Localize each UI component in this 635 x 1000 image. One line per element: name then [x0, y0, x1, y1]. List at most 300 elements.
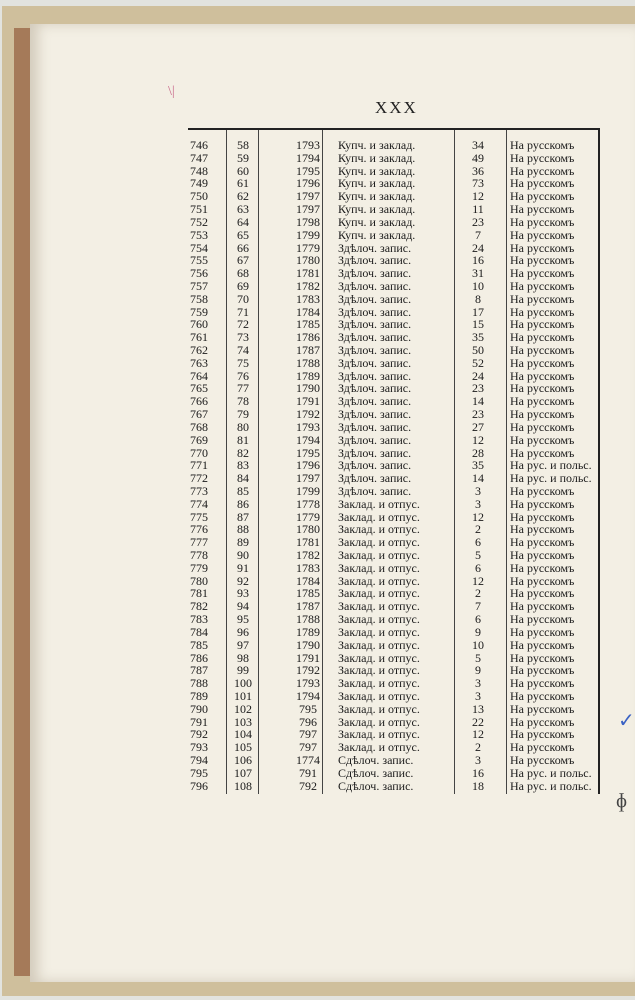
document-type-cell: Заклад. и отпус. — [338, 688, 420, 703]
sheet-count-cell: 3 — [475, 676, 481, 691]
year-cell: 1784 — [296, 573, 320, 588]
table-row — [188, 293, 598, 306]
sheet-count-cell: 13 — [472, 701, 484, 716]
record-number-cell: 776 — [190, 522, 208, 537]
record-number-cell: 764 — [190, 368, 208, 383]
sheet-count-cell: 3 — [475, 753, 481, 767]
sheet-count-cell: 3 — [475, 688, 481, 703]
item-number-cell: 61 — [237, 176, 249, 191]
year-cell: 1774 — [296, 753, 320, 767]
table-right-rule — [598, 128, 600, 794]
record-number-cell: 787 — [190, 663, 208, 678]
record-number-cell: 777 — [190, 535, 208, 550]
document-type-cell: Заклад. и отпус. — [338, 624, 420, 639]
item-number-cell: 99 — [237, 663, 249, 678]
sheet-count-cell: 2 — [475, 522, 481, 537]
language-cell: На русскомъ — [510, 163, 575, 178]
document-type-cell: Заклад. и отпус. — [338, 727, 420, 742]
record-number-cell: 783 — [190, 612, 208, 627]
sheet-count-cell: 35 — [472, 458, 484, 473]
item-number-cell: 75 — [237, 355, 249, 370]
table-row — [188, 152, 598, 165]
check-mark-icon: ✓ — [618, 710, 635, 732]
item-number-cell: 105 — [234, 740, 252, 755]
language-cell: На русскомъ — [510, 740, 575, 755]
record-number-cell: 751 — [190, 202, 208, 217]
year-cell: 796 — [299, 714, 317, 729]
record-number-cell: 748 — [190, 163, 208, 178]
record-number-cell: 786 — [190, 650, 208, 665]
year-cell: 1783 — [296, 291, 320, 306]
sheet-count-cell: 49 — [472, 150, 484, 165]
record-number-cell: 755 — [190, 253, 208, 268]
document-type-cell: Здѣлоч. запис. — [338, 330, 412, 345]
sheet-count-cell: 6 — [475, 612, 481, 627]
table-row — [188, 485, 598, 498]
item-number-cell: 82 — [237, 445, 249, 460]
language-cell: На русскомъ — [510, 586, 575, 601]
table-row — [188, 421, 598, 434]
document-type-cell: Заклад. и отпус. — [338, 676, 420, 691]
record-number-cell: 780 — [190, 573, 208, 588]
language-cell: На русскомъ — [510, 214, 575, 229]
table-row — [188, 639, 598, 652]
sheet-count-cell: 11 — [472, 202, 484, 217]
record-number-cell: 757 — [190, 278, 208, 293]
sheet-count-cell: 10 — [472, 637, 484, 652]
item-number-cell: 108 — [234, 778, 252, 793]
document-type-cell: Здѣлоч. запис. — [338, 368, 412, 383]
year-cell: 1794 — [296, 432, 320, 447]
sheet-count-cell: 14 — [472, 394, 484, 409]
document-type-cell: Здѣлоч. запис. — [338, 253, 412, 268]
sheet-count-cell: 23 — [472, 407, 484, 422]
language-cell: На русскомъ — [510, 560, 575, 575]
document-type-cell: Здѣлоч. запис. — [338, 278, 412, 293]
year-cell: 1796 — [296, 176, 320, 191]
document-type-cell: Заклад. и отпус. — [338, 509, 420, 524]
language-cell: На русскомъ — [510, 266, 575, 281]
item-number-cell: 85 — [237, 483, 249, 498]
item-number-cell: 63 — [237, 202, 249, 217]
document-type-cell: Купч. и заклад. — [338, 138, 416, 152]
table-top-rule — [188, 128, 600, 130]
year-cell: 1797 — [296, 471, 320, 486]
record-number-cell: 771 — [190, 458, 208, 473]
year-cell: 795 — [299, 701, 317, 716]
item-number-cell: 97 — [237, 637, 249, 652]
item-number-cell: 59 — [237, 150, 249, 165]
year-cell: 1798 — [296, 214, 320, 229]
document-type-cell: Купч. и заклад. — [338, 163, 416, 178]
document-type-cell: Заклад. и отпус. — [338, 612, 420, 627]
document-type-cell: Здѣлоч. запис. — [338, 291, 412, 306]
sheet-count-cell: 7 — [475, 227, 481, 242]
sheet-count-cell: 24 — [472, 240, 484, 255]
table-row — [188, 357, 598, 370]
document-type-cell: Здѣлоч. запис. — [338, 381, 412, 396]
item-number-cell: 67 — [237, 253, 249, 268]
record-number-cell: 761 — [190, 330, 208, 345]
year-cell: 1779 — [296, 509, 320, 524]
language-cell: На русскомъ — [510, 599, 575, 614]
language-cell: На русскомъ — [510, 483, 575, 498]
language-cell: На рус. и польс. — [510, 458, 592, 473]
document-type-cell: Здѣлоч. запис. — [338, 304, 412, 319]
sheet-count-cell: 10 — [472, 278, 484, 293]
table-row — [188, 434, 598, 447]
item-number-cell: 80 — [237, 419, 249, 434]
language-cell: На русскомъ — [510, 432, 575, 447]
item-number-cell: 58 — [237, 138, 249, 152]
language-cell: На русскомъ — [510, 381, 575, 396]
document-type-cell: Купч. и заклад. — [338, 227, 416, 242]
record-number-cell: 750 — [190, 189, 208, 204]
document-type-cell: Здѣлоч. запис. — [338, 266, 412, 281]
language-cell: На русскомъ — [510, 419, 575, 434]
item-number-cell: 71 — [237, 304, 249, 319]
page-number: XXX — [375, 98, 418, 117]
sheet-count-cell: 3 — [475, 496, 481, 511]
language-cell: На рус. и польс. — [510, 471, 592, 486]
year-cell: 1796 — [296, 458, 320, 473]
record-number-cell: 768 — [190, 419, 208, 434]
document-type-cell: Здѣлоч. запис. — [338, 483, 412, 498]
document-type-cell: Здѣлоч. запис. — [338, 445, 412, 460]
record-number-cell: 746 — [190, 138, 208, 152]
year-cell: 1795 — [296, 163, 320, 178]
sheet-count-cell: 2 — [475, 586, 481, 601]
record-number-cell: 760 — [190, 317, 208, 332]
item-number-cell: 96 — [237, 624, 249, 639]
item-number-cell: 64 — [237, 214, 249, 229]
language-cell: На русскомъ — [510, 176, 575, 191]
record-number-cell: 782 — [190, 599, 208, 614]
year-cell: 797 — [299, 740, 317, 755]
record-number-cell: 765 — [190, 381, 208, 396]
table-row — [188, 562, 598, 575]
sheet-count-cell: 9 — [475, 624, 481, 639]
record-number-cell: 752 — [190, 214, 208, 229]
item-number-cell: 65 — [237, 227, 249, 242]
language-cell: На русскомъ — [510, 368, 575, 383]
language-cell: На русскомъ — [510, 407, 575, 422]
sheet-count-cell: 9 — [475, 663, 481, 678]
sheet-count-cell: 6 — [475, 560, 481, 575]
table-body — [188, 139, 598, 792]
sheet-count-cell: 12 — [472, 189, 484, 204]
language-cell: На русскомъ — [510, 701, 575, 716]
record-number-cell: 789 — [190, 688, 208, 703]
year-cell: 1785 — [296, 586, 320, 601]
document-type-cell: Сдѣлоч. запис. — [338, 765, 414, 780]
record-number-cell: 796 — [190, 778, 208, 793]
table-row — [188, 690, 598, 703]
language-cell: На русскомъ — [510, 727, 575, 742]
table-row — [188, 344, 598, 357]
table-row — [188, 408, 598, 421]
document-type-cell: Заклад. и отпус. — [338, 535, 420, 550]
item-number-cell: 69 — [237, 278, 249, 293]
year-cell: 1797 — [296, 189, 320, 204]
year-cell: 1785 — [296, 317, 320, 332]
document-type-cell: Заклад. и отпус. — [338, 599, 420, 614]
year-cell: 1787 — [296, 599, 320, 614]
year-cell: 1791 — [296, 394, 320, 409]
item-number-cell: 92 — [237, 573, 249, 588]
year-cell: 1797 — [296, 202, 320, 217]
item-number-cell: 81 — [237, 432, 249, 447]
sheet-count-cell: 12 — [472, 573, 484, 588]
year-cell: 797 — [299, 727, 317, 742]
table-row — [188, 280, 598, 293]
document-type-cell: Здѣлоч. запис. — [338, 419, 412, 434]
table-row — [188, 216, 598, 229]
record-number-cell: 774 — [190, 496, 208, 511]
year-cell: 1788 — [296, 355, 320, 370]
language-cell: На рус. и польс. — [510, 778, 592, 793]
sheet-count-cell: 31 — [472, 266, 484, 281]
year-cell: 1784 — [296, 304, 320, 319]
record-number-cell: 749 — [190, 176, 208, 191]
item-number-cell: 78 — [237, 394, 249, 409]
table-row — [188, 703, 598, 716]
document-type-cell: Заклад. и отпус. — [338, 522, 420, 537]
sheet-count-cell: 23 — [472, 214, 484, 229]
language-cell: На русскомъ — [510, 138, 575, 152]
document-type-cell: Заклад. и отпус. — [338, 714, 420, 729]
document-type-cell: Заклад. и отпус. — [338, 637, 420, 652]
year-cell: 1781 — [296, 535, 320, 550]
language-cell: На русскомъ — [510, 189, 575, 204]
document-type-cell: Здѣлоч. запис. — [338, 394, 412, 409]
item-number-cell: 94 — [237, 599, 249, 614]
record-number-cell: 792 — [190, 727, 208, 742]
document-type-cell: Заклад. и отпус. — [338, 548, 420, 562]
sheet-count-cell: 7 — [475, 599, 481, 614]
item-number-cell: 73 — [237, 330, 249, 345]
item-number-cell: 91 — [237, 560, 249, 575]
sheet-count-cell: 36 — [472, 163, 484, 178]
document-type-cell: Сдѣлоч. запис. — [338, 753, 414, 767]
year-cell: 1780 — [296, 253, 320, 268]
record-number-cell: 788 — [190, 676, 208, 691]
year-cell: 1793 — [296, 676, 320, 691]
document-type-cell: Сдѣлоч. запис. — [338, 778, 414, 793]
document-type-cell: Здѣлоч. запис. — [338, 458, 412, 473]
sheet-count-cell: 17 — [472, 304, 484, 319]
year-cell: 1781 — [296, 266, 320, 281]
table-row — [188, 229, 598, 242]
sheet-count-cell: 24 — [472, 368, 484, 383]
language-cell: На русскомъ — [510, 612, 575, 627]
item-number-cell: 72 — [237, 317, 249, 332]
record-number-cell: 773 — [190, 483, 208, 498]
document-type-cell: Здѣлоч. запис. — [338, 407, 412, 422]
year-cell: 1792 — [296, 663, 320, 678]
language-cell: На русскомъ — [510, 253, 575, 268]
language-cell: На русскомъ — [510, 714, 575, 729]
year-cell: 1791 — [296, 650, 320, 665]
item-number-cell: 86 — [237, 496, 249, 511]
table-row — [188, 767, 598, 780]
record-number-cell: 795 — [190, 765, 208, 780]
record-number-cell: 785 — [190, 637, 208, 652]
document-type-cell: Купч. и заклад. — [338, 214, 416, 229]
sheet-count-cell: 22 — [472, 714, 484, 729]
language-cell: На русскомъ — [510, 637, 575, 652]
language-cell: На русскомъ — [510, 240, 575, 255]
record-number-cell: 778 — [190, 548, 208, 562]
sheet-count-cell: 12 — [472, 509, 484, 524]
document-type-cell: Здѣлоч. запис. — [338, 471, 412, 486]
record-number-cell: 770 — [190, 445, 208, 460]
year-cell: 792 — [299, 778, 317, 793]
item-number-cell: 106 — [234, 753, 252, 767]
language-cell: На русскомъ — [510, 445, 575, 460]
year-cell: 1794 — [296, 688, 320, 703]
item-number-cell: 66 — [237, 240, 249, 255]
year-cell: 1782 — [296, 278, 320, 293]
record-number-cell: 779 — [190, 560, 208, 575]
item-number-cell: 100 — [234, 676, 252, 691]
item-number-cell: 89 — [237, 535, 249, 550]
item-number-cell: 76 — [237, 368, 249, 383]
language-cell: На русскомъ — [510, 509, 575, 524]
record-number-cell: 762 — [190, 343, 208, 357]
sheet-count-cell: 73 — [472, 176, 484, 191]
record-number-cell: 791 — [190, 714, 208, 729]
table-row — [188, 626, 598, 639]
language-cell: На русскомъ — [510, 317, 575, 332]
item-number-cell: 101 — [234, 688, 252, 703]
sheet-count-cell: 15 — [472, 317, 484, 332]
item-number-cell: 70 — [237, 291, 249, 306]
document-type-cell: Здѣлоч. запис. — [338, 240, 412, 255]
table-row — [188, 613, 598, 626]
language-cell: На русскомъ — [510, 753, 575, 767]
table-row — [188, 498, 598, 511]
language-cell: На русскомъ — [510, 624, 575, 639]
record-number-cell: 790 — [190, 701, 208, 716]
year-cell: 1792 — [296, 407, 320, 422]
item-number-cell: 107 — [234, 765, 252, 780]
year-cell: 1789 — [296, 624, 320, 639]
year-cell: 1793 — [296, 138, 320, 152]
language-cell: На русскомъ — [510, 522, 575, 537]
item-number-cell: 95 — [237, 612, 249, 627]
year-cell: 1799 — [296, 227, 320, 242]
year-cell: 1786 — [296, 330, 320, 345]
language-cell: На русскомъ — [510, 227, 575, 242]
document-type-cell: Купч. и заклад. — [338, 150, 416, 165]
sheet-count-cell: 6 — [475, 535, 481, 550]
document-type-cell: Купч. и заклад. — [338, 189, 416, 204]
language-cell: На русскомъ — [510, 304, 575, 319]
item-number-cell: 60 — [237, 163, 249, 178]
sheet-count-cell: 27 — [472, 419, 484, 434]
item-number-cell: 87 — [237, 509, 249, 524]
sheet-count-cell: 34 — [472, 138, 484, 152]
record-number-cell: 763 — [190, 355, 208, 370]
record-number-cell: 766 — [190, 394, 208, 409]
record-number-cell: 769 — [190, 432, 208, 447]
year-cell: 1783 — [296, 560, 320, 575]
table-row — [188, 203, 598, 216]
item-number-cell: 79 — [237, 407, 249, 422]
sheet-count-cell: 16 — [472, 765, 484, 780]
document-type-cell: Заклад. и отпус. — [338, 573, 420, 588]
language-cell: На русскомъ — [510, 355, 575, 370]
table-row — [188, 139, 598, 152]
language-cell: На русскомъ — [510, 676, 575, 691]
document-type-cell: Купч. и заклад. — [338, 176, 416, 191]
language-cell: На русскомъ — [510, 496, 575, 511]
sheet-count-cell: 23 — [472, 381, 484, 396]
year-cell: 1788 — [296, 612, 320, 627]
item-number-cell: 68 — [237, 266, 249, 281]
item-number-cell: 84 — [237, 471, 249, 486]
sheet-count-cell: 3 — [475, 483, 481, 498]
year-cell: 1787 — [296, 343, 320, 357]
year-cell: 1779 — [296, 240, 320, 255]
record-number-cell: 756 — [190, 266, 208, 281]
document-type-cell: Заклад. и отпус. — [338, 650, 420, 665]
year-cell: 1780 — [296, 522, 320, 537]
book-spine — [14, 28, 30, 976]
document-type-cell: Здѣлоч. запис. — [338, 343, 412, 357]
sheet-count-cell: 2 — [475, 740, 481, 755]
record-number-cell: 781 — [190, 586, 208, 601]
document-type-cell: Заклад. и отпус. — [338, 663, 420, 678]
language-cell: На русскомъ — [510, 688, 575, 703]
record-number-cell: 775 — [190, 509, 208, 524]
document-type-cell: Заклад. и отпус. — [338, 496, 420, 511]
document-type-cell: Заклад. и отпус. — [338, 740, 420, 755]
item-number-cell: 103 — [234, 714, 252, 729]
document-type-cell: Купч. и заклад. — [338, 202, 416, 217]
item-number-cell: 104 — [234, 727, 252, 742]
item-number-cell: 83 — [237, 458, 249, 473]
year-cell: 1799 — [296, 483, 320, 498]
record-table — [188, 128, 600, 794]
document-type-cell: Заклад. и отпус. — [338, 701, 420, 716]
sheet-count-cell: 16 — [472, 253, 484, 268]
language-cell: На русскомъ — [510, 343, 575, 357]
language-cell: На русскомъ — [510, 394, 575, 409]
item-number-cell: 77 — [237, 381, 249, 396]
sheet-count-cell: 12 — [472, 432, 484, 447]
document-type-cell: Заклад. и отпус. — [338, 586, 420, 601]
language-cell: На русскомъ — [510, 650, 575, 665]
sheet-count-cell: 50 — [472, 343, 484, 357]
language-cell: На русскомъ — [510, 535, 575, 550]
table-row — [188, 780, 598, 793]
record-number-cell: 758 — [190, 291, 208, 306]
item-number-cell: 74 — [237, 343, 249, 357]
year-cell: 1790 — [296, 381, 320, 396]
item-number-cell: 98 — [237, 650, 249, 665]
margin-pencil-mark: \| — [168, 84, 175, 99]
record-number-cell: 767 — [190, 407, 208, 422]
sheet-count-cell: 5 — [475, 548, 481, 562]
year-cell: 1794 — [296, 150, 320, 165]
language-cell: На русскомъ — [510, 573, 575, 588]
document-type-cell: Здѣлоч. запис. — [338, 355, 412, 370]
language-cell: На русскомъ — [510, 150, 575, 165]
sheet-count-cell: 14 — [472, 471, 484, 486]
year-cell: 1789 — [296, 368, 320, 383]
